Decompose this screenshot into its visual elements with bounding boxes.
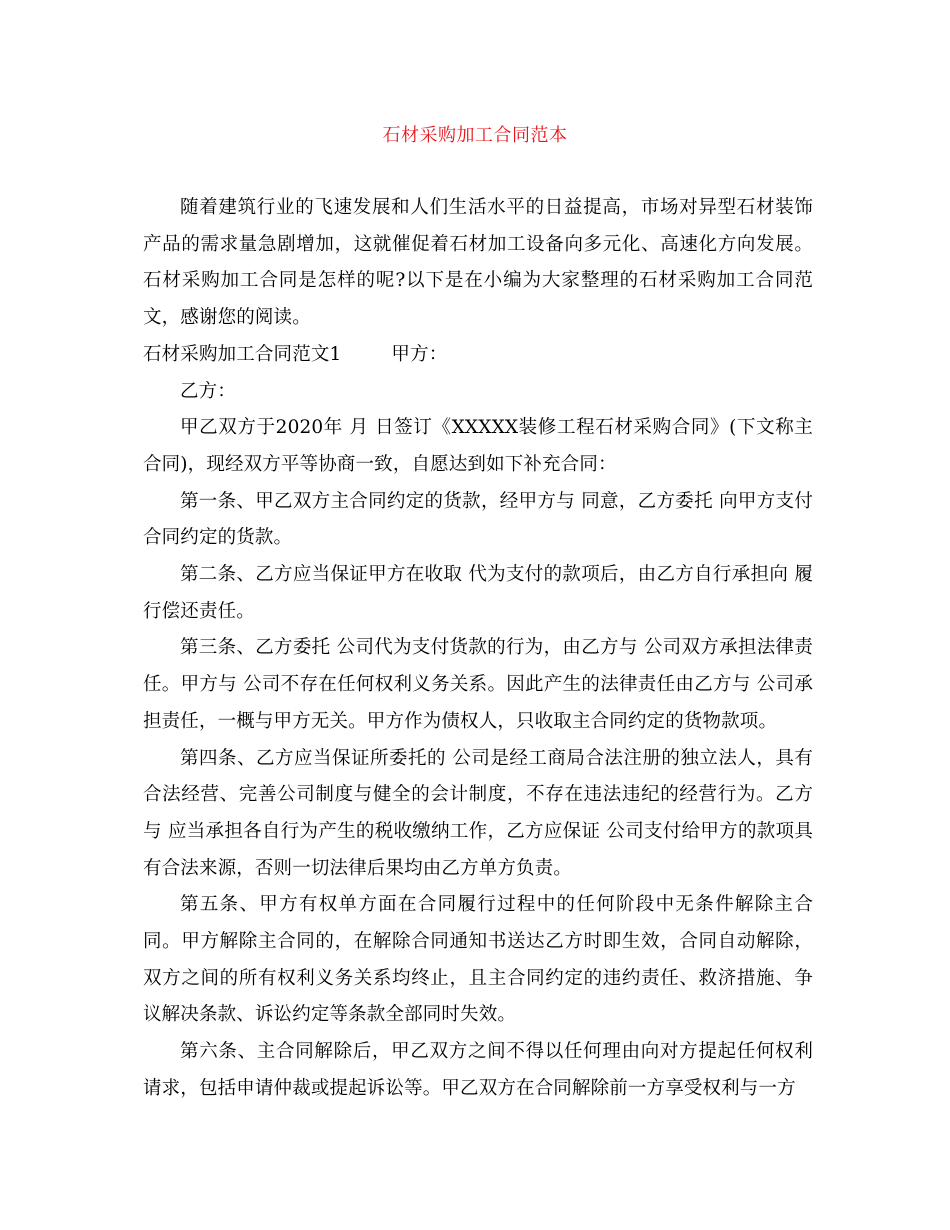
clause-2: 第二条、乙方应当保证甲方在收取 代为支付的款项后，由乙方自行承担向 履行偿还责任。 xyxy=(143,564,813,622)
document-body xyxy=(143,190,813,1108)
sample-heading-line xyxy=(143,337,813,374)
party-b-label: 乙方： xyxy=(180,380,236,402)
clause-3: 第三条、乙方委托 公司代为支付货款的行为，由乙方与 公司双方承担法律责任。甲方与 公司不存在任何权利义务关系。因此产生的法律责任由乙方与 公司承担责任，一概与甲方无关。甲方作为债权人，只收取主合同约定的货物款项。 xyxy=(143,637,813,732)
intro-paragraph: 随着建筑行业的飞速发展和人们生活水平的日益提高，市场对异型石材装饰产品的需求量急剧增加，这就催促着石材加工设备向多元化、高速化方向发展。石材采购加工合同是怎样的呢?以下是在小编为大家整理的石材采购加工合同范文，感谢您的阅读。 xyxy=(143,197,813,329)
sample-heading: 石材采购加工合同范文1 xyxy=(143,343,342,365)
document-title: 石材采购加工合同范本 xyxy=(382,125,568,146)
clause-4: 第四条、乙方应当保证所委托的 公司是经工商局合法注册的独立法人，具有合法经营、完善公司制度与健全的会计制度，不存在违法违纪的经营行为。乙方与 应当承担各自行为产生的税收缴纳工作，乙方应保证 公司支付给甲方的款项具有合法来源，否则一切法律后果均由乙方单方负责。 xyxy=(143,747,813,879)
clause-1: 第一条、甲乙双方主合同约定的货款，经甲方与 同意，乙方委托 向甲方支付合同约定的货款。 xyxy=(143,490,813,549)
clause-5: 第五条、甲方有权单方面在合同履行过程中的任何阶段中无条件解除主合同。甲方解除主合同的，在解除合同通知书送达乙方时即生效，合同自动解除，双方之间的所有权利义务关系均终止，且主合同约定的违约责任、救济措施、争议解决条款、诉讼约定等条款全部同时失效。 xyxy=(143,894,813,1026)
contract-paragraph: 甲乙双方于2020年 月 日签订《XXXXX装修工程石材采购合同》(下文称主合同)，现经双方平等协商一致，自愿达到如下补充合同： xyxy=(143,417,813,475)
party-a-label: 甲方： xyxy=(391,343,448,365)
clause-6: 第六条、主合同解除后，甲乙双方之间不得以任何理由向对方提起任何权利请求，包括申请仲裁或提起诉讼等。甲乙双方在合同解除前一方享受权利与一方 xyxy=(143,1041,813,1099)
